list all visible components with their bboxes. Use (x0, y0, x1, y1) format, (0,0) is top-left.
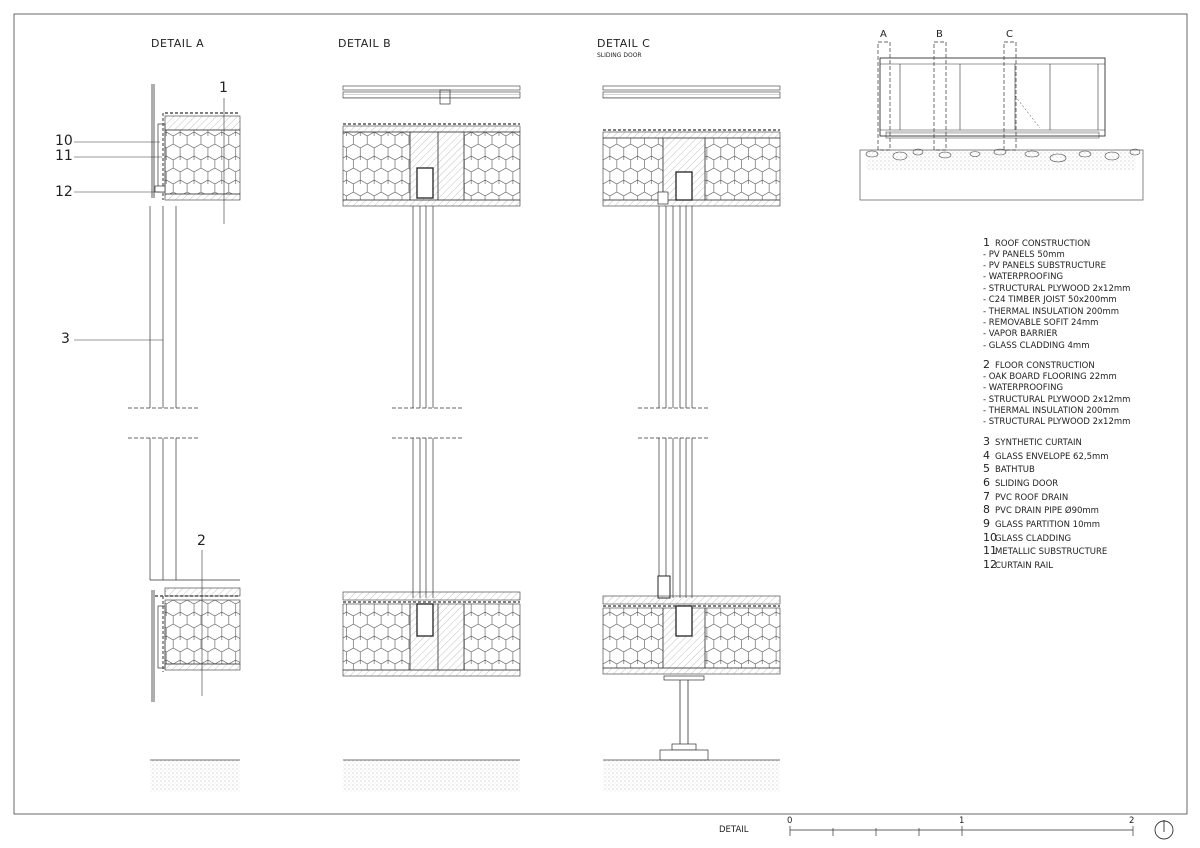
legend-item-number: 11 (983, 544, 997, 558)
legend-subitem: - THERMAL INSULATION 200mm (983, 306, 1120, 317)
legend-item-number: 2 (983, 358, 990, 372)
detail-a-drawing (74, 84, 240, 792)
legend-item (983, 449, 1183, 463)
legend-item-label: PVC ROOF DRAIN (995, 492, 1069, 503)
legend-subitem: - PV PANELS SUBSTRUCTURE (983, 261, 1107, 272)
legend-subitem: - THERMAL INSULATION 200mm (983, 406, 1120, 417)
legend-subitem: - PV PANELS 50mm (983, 249, 1065, 260)
scale-tick-label: 2 (1129, 816, 1135, 826)
legend-item (983, 358, 1183, 372)
callout-12: 12 (55, 184, 73, 200)
legend-item-label: SLIDING DOOR (995, 478, 1059, 489)
callout-1: 1 (219, 80, 228, 96)
legend-item (983, 435, 1183, 449)
legend-subitem: - STRUCTURAL PLYWOOD 2x12mm (983, 283, 1131, 294)
legend-subitem: - STRUCTURAL PLYWOOD 2x12mm (983, 394, 1131, 405)
legend-item-label: FLOOR CONSTRUCTION (995, 361, 1095, 372)
legend-item-number: 4 (983, 448, 990, 462)
scale-tick-label: 1 (959, 816, 965, 826)
detail-c-title: DETAIL C (597, 37, 651, 50)
legend-item-label: METALLIC SUBSTRUCTURE (995, 547, 1108, 558)
key-plan-section (860, 42, 1143, 200)
legend-subitem: - STRUCTURAL PLYWOOD 2x12mm (983, 417, 1131, 428)
legend-item-label: GLASS PARTITION 10mm (995, 519, 1101, 530)
legend-item (983, 531, 1183, 545)
legend (983, 236, 1183, 572)
key-plan-marker-c: C (1006, 29, 1013, 40)
detail-b-title: DETAIL B (338, 37, 392, 50)
legend-item-number: 1 (983, 236, 990, 249)
legend-subitem: - WATERPROOFING (983, 272, 1064, 283)
detail-c-drawing (603, 86, 780, 792)
callout-10: 10 (55, 133, 73, 149)
key-plan-marker-b: B (936, 29, 943, 40)
legend-item-number: 12 (983, 558, 997, 572)
legend-item-label: ROOF CONSTRUCTION (995, 239, 1091, 249)
legend-item-label: SYNTHETIC CURTAIN (995, 437, 1082, 448)
north-arrow-icon (1155, 820, 1173, 839)
legend-subitem: - OAK BOARD FLOORING 22mm (983, 371, 1117, 382)
legend-item (983, 476, 1183, 490)
callout-2: 2 (197, 533, 206, 549)
legend-item-number: 7 (983, 489, 990, 503)
legend-item-label: BATHTUB (995, 465, 1035, 476)
scale-tick-label: 0 (787, 816, 793, 826)
legend-item (983, 490, 1183, 504)
legend-item-number: 5 (983, 462, 990, 476)
legend-item-label: PVC DRAIN PIPE Ø90mm (995, 506, 1099, 517)
legend-item-number: 10 (983, 530, 997, 544)
key-plan-marker-a: A (880, 29, 887, 40)
legend-item-label: GLASS ENVELOPE 62,5mm (995, 451, 1109, 462)
legend-item-number: 6 (983, 475, 990, 489)
legend-item-number: 3 (983, 434, 990, 448)
legend-subitem: - VAPOR BARRIER (983, 329, 1058, 340)
legend-item-label: GLASS CLADDING (995, 533, 1072, 544)
legend-subitem: - C24 TIMBER JOIST 50x200mm (983, 295, 1117, 306)
detail-b-drawing (343, 86, 520, 792)
callout-11: 11 (55, 148, 73, 164)
legend-item-number: 8 (983, 503, 990, 517)
legend-subitem: - WATERPROOFING (983, 383, 1064, 394)
scale-bar-label: DETAIL (719, 825, 749, 835)
legend-item (983, 558, 1183, 572)
legend-item (983, 544, 1183, 558)
legend-item (983, 236, 1183, 250)
legend-item (983, 503, 1183, 517)
legend-item-label: CURTAIN RAIL (995, 561, 1053, 572)
legend-subitem: - GLASS CLADDING 4mm (983, 340, 1090, 351)
legend-subitem: - REMOVABLE SOFIT 24mm (983, 318, 1099, 329)
detail-c-subtitle: SLIDING DOOR (597, 52, 642, 59)
scale-bar-graphic (790, 826, 1133, 836)
legend-item (983, 517, 1183, 531)
legend-item (983, 462, 1183, 476)
legend-item-number: 9 (983, 516, 990, 530)
detail-a-title: DETAIL A (151, 37, 205, 50)
callout-3: 3 (61, 331, 70, 347)
